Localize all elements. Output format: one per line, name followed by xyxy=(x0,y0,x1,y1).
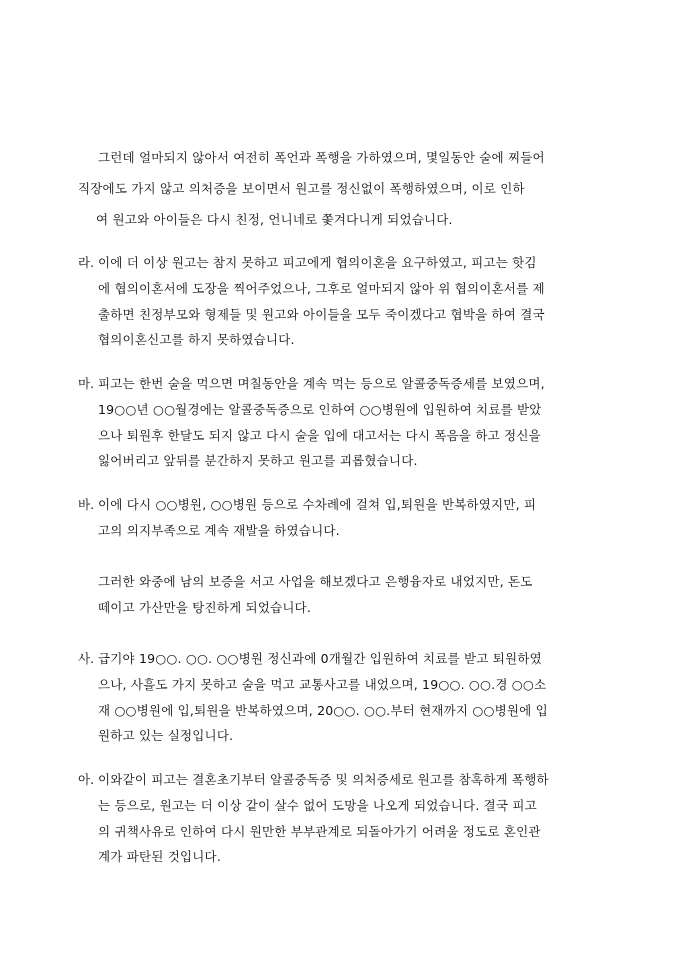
text-line: 이와같이 피고는 결혼초기부터 알콜중독증 및 의처증세로 원고를 참혹하게 폭행하 xyxy=(98,772,549,787)
text-line: 의 귀책사유로 인하여 다시 원만한 부부관계로 되돌아가기 어려울 정도로 혼인관 xyxy=(98,824,541,839)
paragraph-marker: 마. xyxy=(78,376,95,391)
text-line: 으나 퇴원후 한달도 되지 않고 다시 술을 입에 대고서는 다시 폭음을 하고 정신을 xyxy=(98,428,541,443)
text-line: 떼이고 가산만을 탕진하게 되었습니다. xyxy=(98,600,312,615)
paragraph-marker: 바. xyxy=(78,497,95,512)
text-line: 으나, 사흘도 가지 못하고 술을 먹고 교통사고를 내었으며, 19○○. ○○.경 ○○소 xyxy=(98,677,547,692)
text-line: 재 ○○병원에 입,퇴원을 반복하였으며, 20○○. ○○.부터 현재까지 ○○병원에 입 xyxy=(98,703,548,718)
text-line: 이에 다시 ○○병원, ○○병원 등으로 수차례에 걸쳐 입,퇴원을 반복하였지만, 피 xyxy=(98,497,537,512)
text-line: 협의이혼신고를 하지 못하였습니다. xyxy=(98,332,295,347)
text-line: 는 등으로, 원고는 더 이상 같이 살수 없어 도망을 나오게 되었습니다. 결국 피고 xyxy=(98,798,537,813)
text-line: 직장에도 가지 않고 의처증을 보이면서 원고를 정신없이 폭행하였으며, 이로 인하 xyxy=(78,181,525,196)
text-line: 계가 파탄된 것입니다. xyxy=(98,849,221,864)
paragraph-marker: 사. xyxy=(78,651,95,666)
text-line: 급기야 19○○. ○○. ○○병원 정신과에 0개월간 입원하여 치료를 받고 퇴원하였 xyxy=(98,651,542,666)
paragraph-marker: 아. xyxy=(78,772,95,787)
paragraph-marker: 라. xyxy=(78,255,95,270)
text-line: 19○○년 ○○월경에는 알콜중독증으로 인하여 ○○병원에 입원하여 치료를 받았 xyxy=(98,402,542,417)
text-line: 원하고 있는 실정입니다. xyxy=(98,728,234,743)
text-line: 그러한 와중에 남의 보증을 서고 사업을 해보겠다고 은행융자로 내었지만, 돈도 xyxy=(98,574,533,589)
text-line: 에 협의이혼서에 도장을 찍어주었으나, 그후로 얼마되지 않아 위 협의이혼서를 제 xyxy=(98,281,545,296)
text-line: 피고는 한번 술을 먹으면 며칠동안을 계속 먹는 등으로 알콜중독증세를 보였으며, xyxy=(98,376,545,391)
text-line: 여 원고와 아이들은 다시 친정, 언니네로 쫓겨다니게 되었습니다. xyxy=(96,212,453,227)
text-line: 이에 더 이상 원고는 참지 못하고 피고에게 협의이혼을 요구하였고, 피고는 핫김 xyxy=(98,255,537,270)
text-line: 출하면 친정부모와 형제들 및 원고와 아이들을 모두 죽이겠다고 협박을 하여 결국 xyxy=(98,307,545,322)
text-line: 그런데 얼마되지 않아서 여전히 폭언과 폭행을 가하였으며, 몇일동안 술에 찌들어 xyxy=(98,150,545,165)
text-line: 잃어버리고 앞뒤를 분간하지 못하고 원고를 괴롭혔습니다. xyxy=(98,453,418,468)
text-line: 고의 의지부족으로 계속 재발을 하였습니다. xyxy=(98,523,340,538)
